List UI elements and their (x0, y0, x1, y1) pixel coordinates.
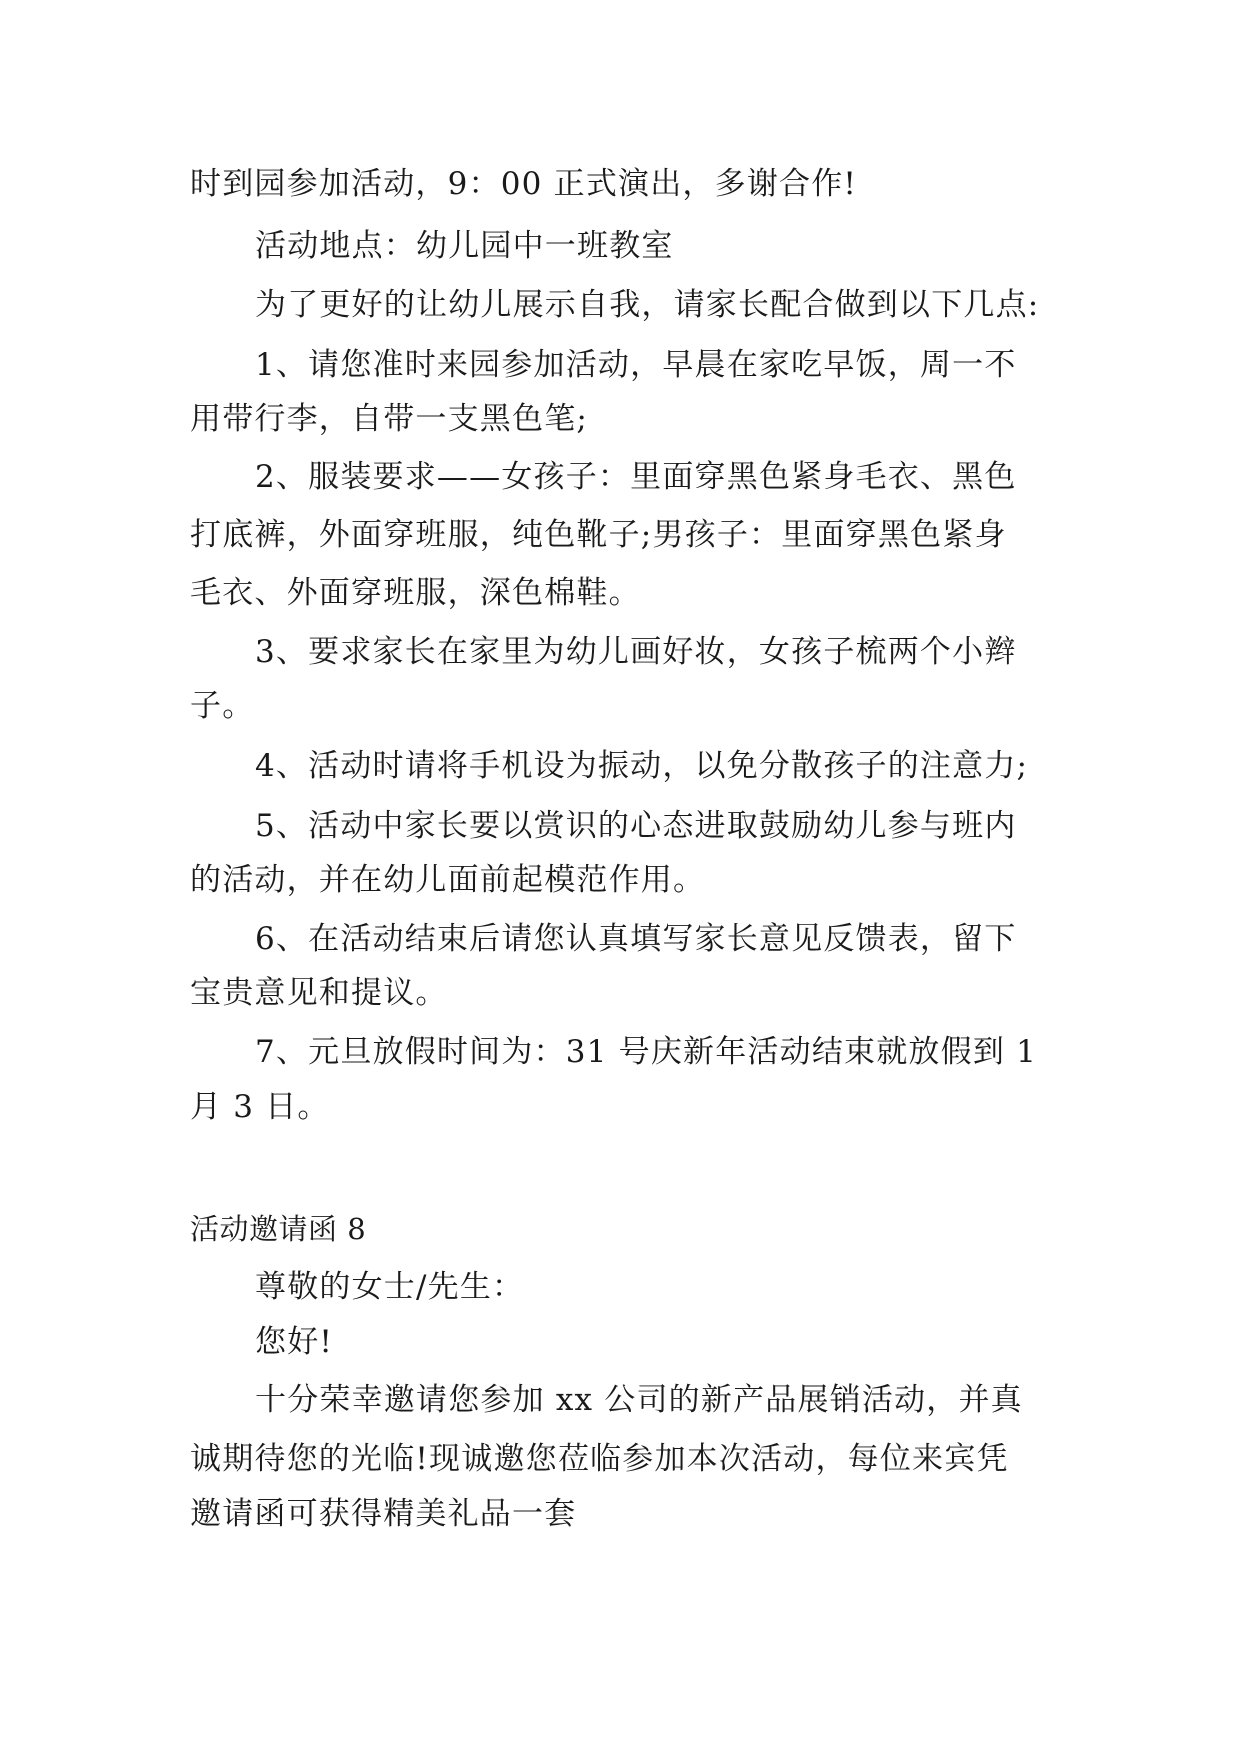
list-item-2-line: 打底裤，外面穿班服，纯色靴子;男孩子：里面穿黑色紧身 (190, 517, 1007, 553)
list-item-6-line: 6、在活动结束后请您认真填写家长意见反馈表，留下 (255, 921, 1017, 957)
list-item-3-line: 3、要求家长在家里为幼儿画好妆，女孩子梳两个小辫 (255, 634, 1017, 670)
list-item-5-line: 的活动，并在幼儿面前起模范作用。 (190, 862, 706, 898)
list-item-5-line: 5、活动中家长要以赏识的心态进取鼓励幼儿参与班内 (255, 808, 1017, 844)
section-title: 活动邀请函 8 (190, 1212, 367, 1246)
list-item-3-line: 子。 (190, 688, 255, 724)
greeting-line: 您好! (255, 1324, 334, 1360)
paragraph-line: 为了更好的让幼儿展示自我，请家长配合做到以下几点: (255, 287, 1040, 323)
body-paragraph-line: 诚期待您的光临!现诚邀您莅临参加本次活动，每位来宾凭 (190, 1441, 1009, 1477)
list-item-1-line: 1、请您准时来园参加活动，早晨在家吃早饭，周一不 (255, 347, 1017, 383)
list-item-4-line: 4、活动时请将手机设为振动，以免分散孩子的注意力; (255, 748, 1029, 784)
salutation-line: 尊敬的女士/先生： (255, 1269, 525, 1305)
list-item-7-line: 7、元旦放假时间为：31 号庆新年活动结束就放假到 1 (255, 1034, 1037, 1070)
paragraph-line: 时到园参加活动，9：00 正式演出，多谢合作! (190, 166, 858, 202)
list-item-6-line: 宝贵意见和提议。 (190, 975, 448, 1011)
list-item-2-line: 2、服装要求——女孩子：里面穿黑色紧身毛衣、黑色 (255, 459, 1017, 495)
body-paragraph-line: 邀请函可获得精美礼品一套 (190, 1496, 577, 1532)
list-item-2-line: 毛衣、外面穿班服，深色棉鞋。 (190, 575, 641, 611)
list-item-7-line: 月 3 日。 (190, 1089, 330, 1125)
body-paragraph-line: 十分荣幸邀请您参加 xx 公司的新产品展销活动，并真 (255, 1382, 1023, 1418)
activity-location-line: 活动地点：幼儿园中一班教室 (255, 228, 674, 264)
list-item-1-line: 用带行李，自带一支黑色笔; (190, 401, 589, 437)
